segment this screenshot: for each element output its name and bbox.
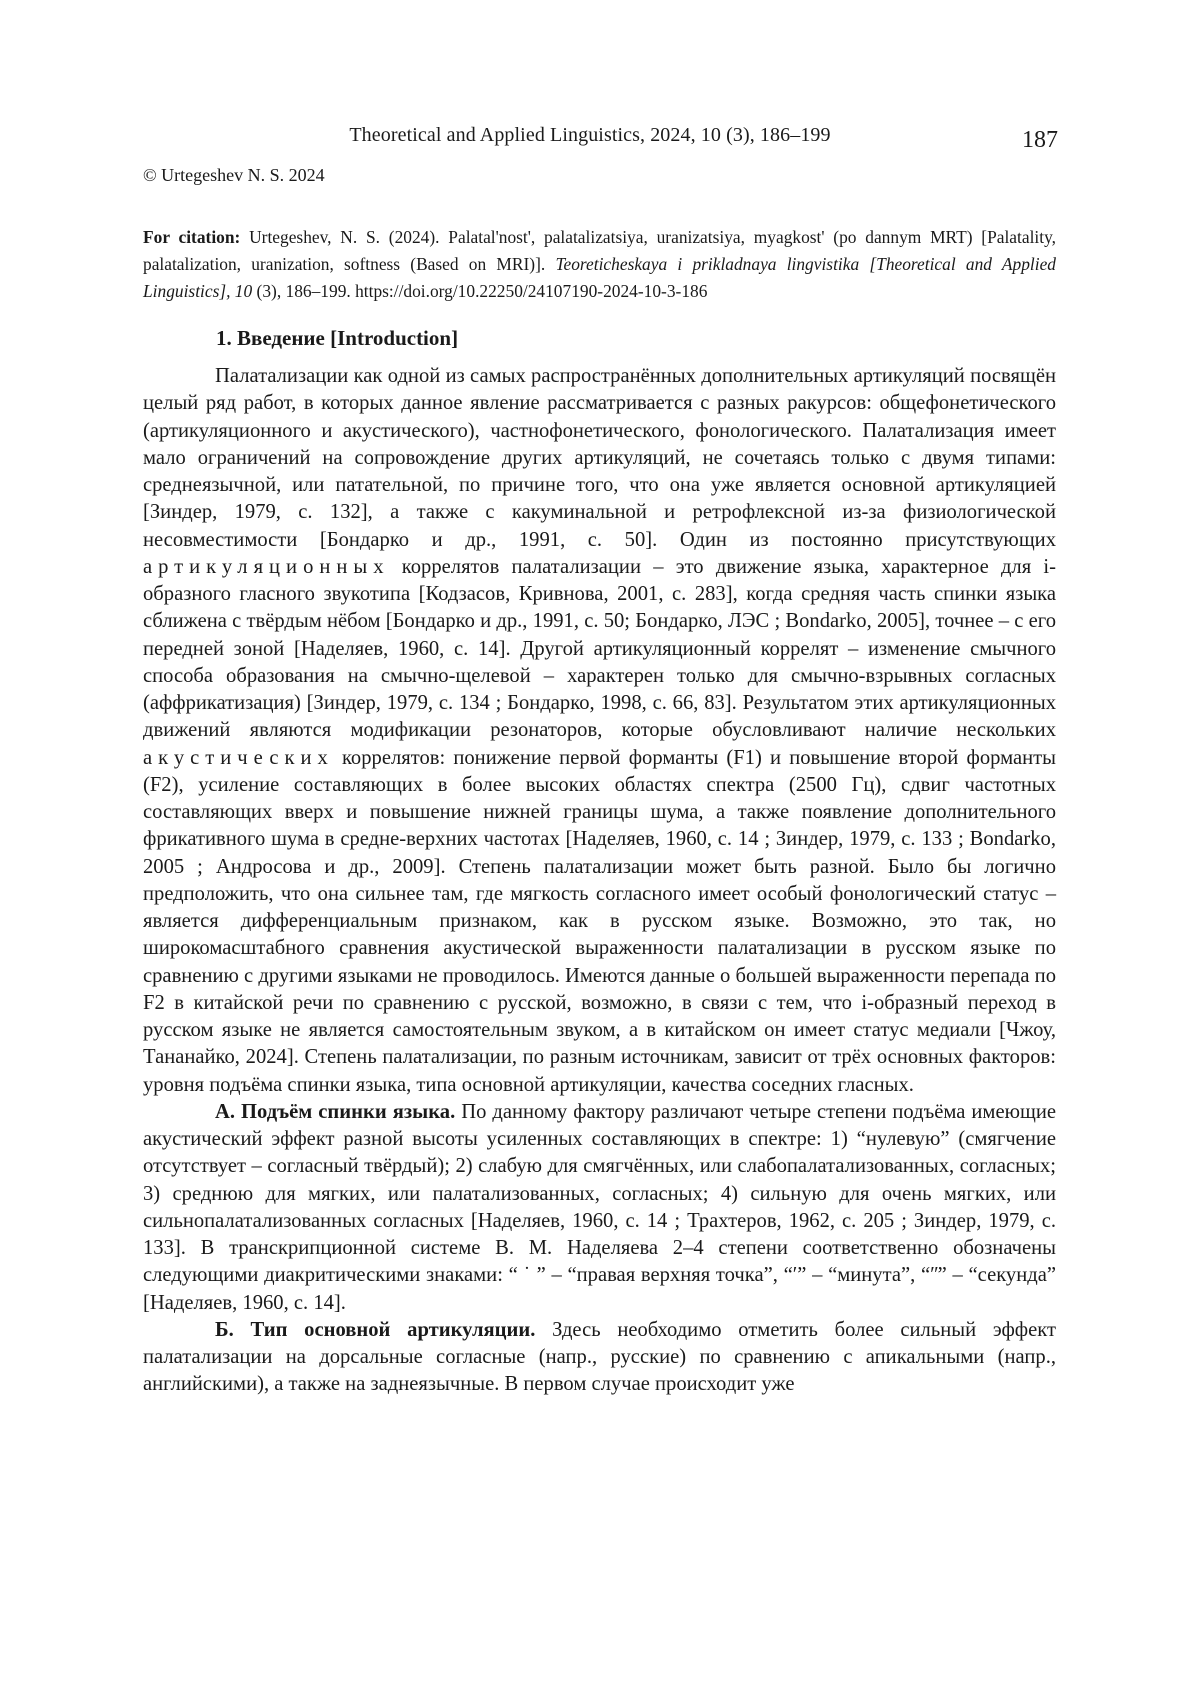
paragraph-text: коррелятов: понижение первой форманты (F1) и повышение второй форманты (F2), усиление составляющих в более высоких областях спектра (2500 Гц), сдвиг частотных составляющих вверх и повышение нижней границы шума, а также появление дополнительного фрикативного шума в средне-верхних частотах [Наделяев, 1960, с. 14 ; Зиндер, 1979, с. 133 ; Bondarko, 2005 ; Андросова и др., 2009]. Степень палатализации может быть разной. Было бы логично предположить, что она сильнее там, где мягкость согласного имеет особый фонологический статус – является дифференциальным признаком, как в русском языке. Возможно, это так, но широкомасштабного сравнения акустической выраженности палатализации в русском языке по сравнению с другими языками не проводилось. Имеются данные о большей выраженности перепада по F2 в китайской речи по сравнению с русской, возможно, в связи с тем, что i-образный переход в русском языке не является самостоятельным звуком, а в китайском он имеет статус медиали [Чжоу, Тананайко, 2024]. Степень палатализации, по разным источникам, зависит от трёх основных факторов: уровня подъёма спинки языка, типа основной артикуляции, качества соседних гласных. [143,746,1056,1096]
section-heading: 1. Введение [Introduction] [216,326,459,350]
page-number: 187 [1022,127,1058,153]
paragraph-text: Здесь необходимо отметить более сильный эффект палатализации на дорсальные согласные (напр., русские) по сравнению с апикальными (напр., английскими), а также на заднеязычные. В первом случае происходит уже [143,1318,1056,1396]
run-in-heading: А. Подъём спинки языка. [215,1100,456,1123]
journal-reference: Theoretical and Applied Linguistics, 2024, 10 (3), 186–199 [349,124,831,146]
paragraph [143,1317,1056,1399]
citation-tail: (3), 186–199. https://doi.org/10.22250/24107190-2024-10-3-186 [252,281,708,301]
spaced-term: акустических [143,746,334,769]
running-header [0,124,1200,147]
run-in-heading: Б. Тип основной артикуляции. [215,1318,536,1341]
paragraph [143,1099,1056,1317]
copyright-line: © Urtegeshev N. S. 2024 [143,165,325,185]
paragraph [143,363,1056,1099]
body-text [143,363,1056,1399]
citation-journal: Teoreticheskaya i prikladnaya lingvistika [Theoretical and Applied Linguistics], 10 [143,254,1056,301]
spaced-term: артикуляционных [143,555,390,578]
paragraph-text: Палатализации как одной из самых распространённых дополнительных артикуляций посвящён целый ряд работ, в которых данное явление рассматривается с разных ракурсов: общефонетического (артикуляционного и акустического), частнофонетического, фонологического. Палатализация имеет мало ограничений на сопровождение других артикуляций, не сочетаясь только с двумя типами: среднеязычной, или патательной, по причине того, что она уже является основной артикуляцией [Зиндер, 1979, с. 132], а также с какуминальной и ретрофлексной из-за физиологической несовместимости [Бондарко и др., 1991, с. 50]. Один из постоянно присутствующих [143,365,1056,551]
paragraph-text: коррелятов палатализации – это движение языка, характерное для i-образного гласного звукотипа [Кодзасов, Кривнова, 2001, с. 283], когда средняя часть спинки языка сближена с твёрдым нёбом [Бондарко и др., 1991, с. 50; Бондарко, ЛЭС ; Bondarko, 2005], точнее – с его передней зоной [Наделяев, 1960, с. 14]. Другой артикуляционный коррелят – изменение смычного способа образования на смычно-щелевой – характерен только для смычно-взрывных согласных (аффрикатизация) [Зиндер, 1979, с. 134 ; Бондарко, 1998, с. 66, 83]. Результатом этих артикуляционных движений являются модификации резонаторов, которые обусловливают наличие нескольких [143,555,1056,742]
citation-label: For citation: [143,227,241,247]
citation-block [143,224,1056,305]
paragraph-text: По данному фактору различают четыре степени подъёма имеющие акустический эффект разной высоты усиленных составляющих в спектре: 1) “нулевую” (смягчение отсутствует – согласный твёрдый); 2) слабую для смягчённых, или слабопалатализованных, согласных; 3) среднюю для мягких, или палатализованных, согласных; 4) сильную для очень мягких, или сильнопалатализованных согласных [Наделяев, 1960, с. 14 ; Трахтеров, 1962, с. 205 ; Зиндер, 1979, с. 133]. В транскрипционной системе В. М. Наделяева 2–4 степени соответственно обозначены следующими диакритическими знаками: “ ˙ ” – “правая верхняя точка”, “ʹ” – “минута”, “ʺ” – “секунда” [Наделяев, 1960, с. 14]. [143,1100,1056,1314]
citation-text: Urtegeshev, N. S. (2024). Palatal'nost', palatalizatsiya, uranizatsiya, myagkost' (po dannym MRT) [Palatality, palatalization, uranization, softness (Based on MRI)]. [143,227,1056,274]
